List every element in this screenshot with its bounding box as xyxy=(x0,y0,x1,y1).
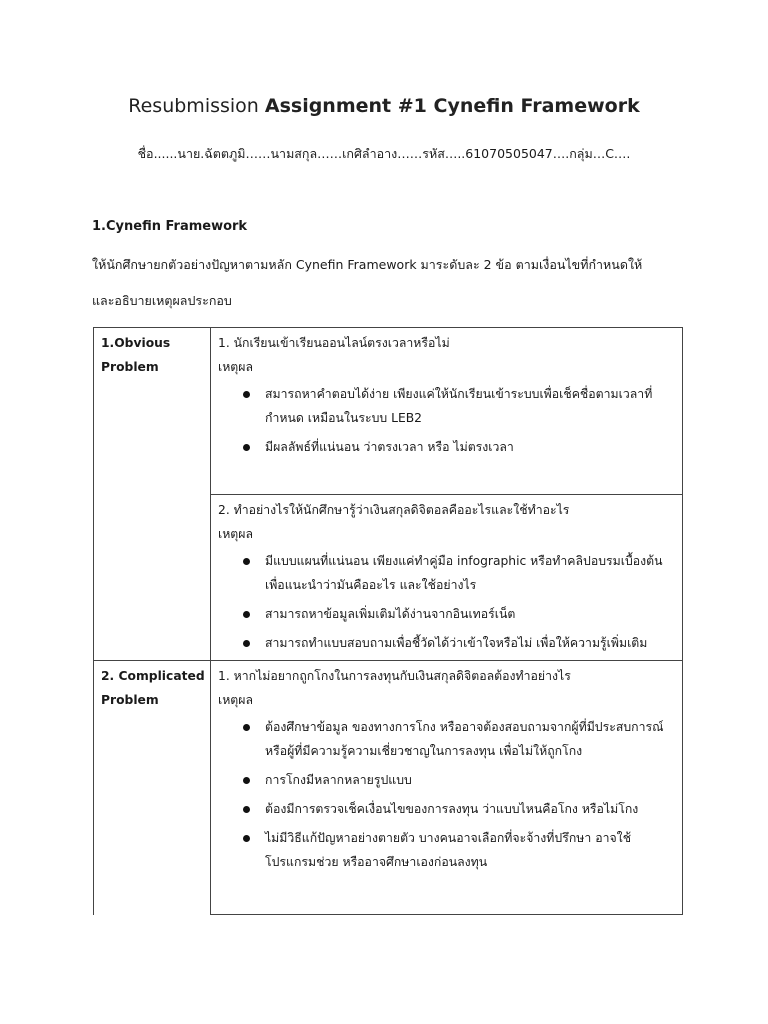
bullet-text: สามารถทำแบบสอบถามเพื่อชี้วัดได้ว่าเข้าใจหรือไม่ เพื่อให้ความรู้เพิ่มเติม xyxy=(265,636,648,650)
cynefin-problem-table xyxy=(93,327,683,915)
category-label: Problem xyxy=(101,360,159,374)
example-cell xyxy=(211,328,683,495)
reason-list xyxy=(218,715,680,874)
category-cell-obvious xyxy=(94,328,211,661)
example-title: 2. ทำอย่างไรให้นักศึกษารู้ว่าเงินสกุลดิจิตอลคืออะไรและใช้ทำอะไร xyxy=(218,503,570,517)
list-item xyxy=(218,797,680,821)
list-item xyxy=(218,631,680,655)
bullet-text: สามารถหาข้อมูลเพิ่มเติมได้ง่านจากอินเทอร์เน็ต xyxy=(265,607,516,621)
bullet-icon xyxy=(243,611,250,618)
bullet-text: มีผลลัพธ์ที่แน่นอน ว่าตรงเวลา หรือ ไม่ตรงเวลา xyxy=(265,440,514,454)
student-info-line: ชื่อ......นาย.ฉัตตภูมิ……นามสกุล……เกศิลำอาง……รหัส…..61070505047….กลุ่ม…C…. xyxy=(137,146,631,161)
reason-label: เหตุผล xyxy=(218,527,254,541)
bullet-text: ต้องมีการตรวจเช็คเงื่อนไขของการลงทุน ว่าแบบไหนคือโกง หรือไม่โกง xyxy=(265,802,639,816)
list-item xyxy=(218,768,680,792)
bullet-icon xyxy=(243,835,250,842)
bullet-icon xyxy=(243,558,250,565)
bullet-text: ไม่มีวิธีแก้ปัญหาอย่างตายตัว บางคนอาจเลือกที่จะจ้างที่ปรึกษา อาจใช้โปรแกรมช่วย หรืออาจศึกษาเองก่อนลงทุน xyxy=(265,831,632,869)
bullet-text: การโกงมีหลากหลายรูปแบบ xyxy=(265,773,412,787)
list-item xyxy=(218,382,680,430)
bullet-icon xyxy=(243,806,250,813)
list-item xyxy=(218,826,680,874)
reason-list xyxy=(218,549,680,655)
example-cell xyxy=(211,661,683,915)
table-row xyxy=(94,328,683,495)
list-item xyxy=(218,715,680,763)
bullet-text: สมารถหาคำตอบได้ง่าย เพียงแค่ให้นักเรียนเข้าระบบเพื่อเช็คชื่อตามเวลาที่กำหนด เหมือนในระบบ LEB2 xyxy=(265,387,653,425)
reason-label: เหตุผล xyxy=(218,693,254,707)
example-cell xyxy=(211,495,683,661)
category-label: 1.Obvious xyxy=(101,336,171,350)
list-item xyxy=(218,549,680,597)
instruction-line-1: ให้นักศึกษายกตัวอย่างปัญหาตามหลัก Cynefin Framework มาระดับละ 2 ข้อ ตามเงื่อนไขที่กำหนดให้ xyxy=(92,257,643,272)
bullet-icon xyxy=(243,777,250,784)
category-label: Problem xyxy=(101,693,159,707)
bullet-icon xyxy=(243,391,250,398)
reason-label: เหตุผล xyxy=(218,360,254,374)
instruction-line-2: และอธิบายเหตุผลประกอบ xyxy=(92,293,232,308)
page-title xyxy=(0,93,768,119)
section-heading: 1.Cynefin Framework xyxy=(92,219,248,234)
category-cell-complicated xyxy=(94,661,211,915)
bullet-icon xyxy=(243,444,250,451)
bullet-icon xyxy=(243,724,250,731)
category-label: 2. Complicated xyxy=(101,669,205,683)
bullet-text: ต้องศึกษาข้อมูล ของทางการโกง หรืออาจต้องสอบถามจากผู้ที่มีประสบการณ์ หรือผู้ที่มีความรู้ความเชี่ยวชาญในการลงทุน เพื่อไม่ให้ถูกโกง xyxy=(265,720,664,758)
reason-list xyxy=(218,382,680,459)
example-title: 1. หากไม่อยากถูกโกงในการลงทุนกับเงินสกุลดิจิตอลต้องทำอย่างไร xyxy=(218,669,571,683)
list-item xyxy=(218,602,680,626)
title-prefix: Resubmission xyxy=(128,95,265,117)
list-item xyxy=(218,435,680,459)
bullet-text: มีแบบแผนที่แน่นอน เพียงแค่ทำคู่มือ infographic หรือทำคลิปอบรมเบื้องต้น เพื่อแนะนำว่ามันคืออะไร และใช้อย่างไร xyxy=(265,554,663,592)
bullet-icon xyxy=(243,640,250,647)
table-row xyxy=(94,661,683,915)
title-main: Assignment #1 Cynefin Framework xyxy=(264,95,640,117)
example-title: 1. นักเรียนเข้าเรียนออนไลน์ตรงเวลาหรือไม่ xyxy=(218,336,450,350)
